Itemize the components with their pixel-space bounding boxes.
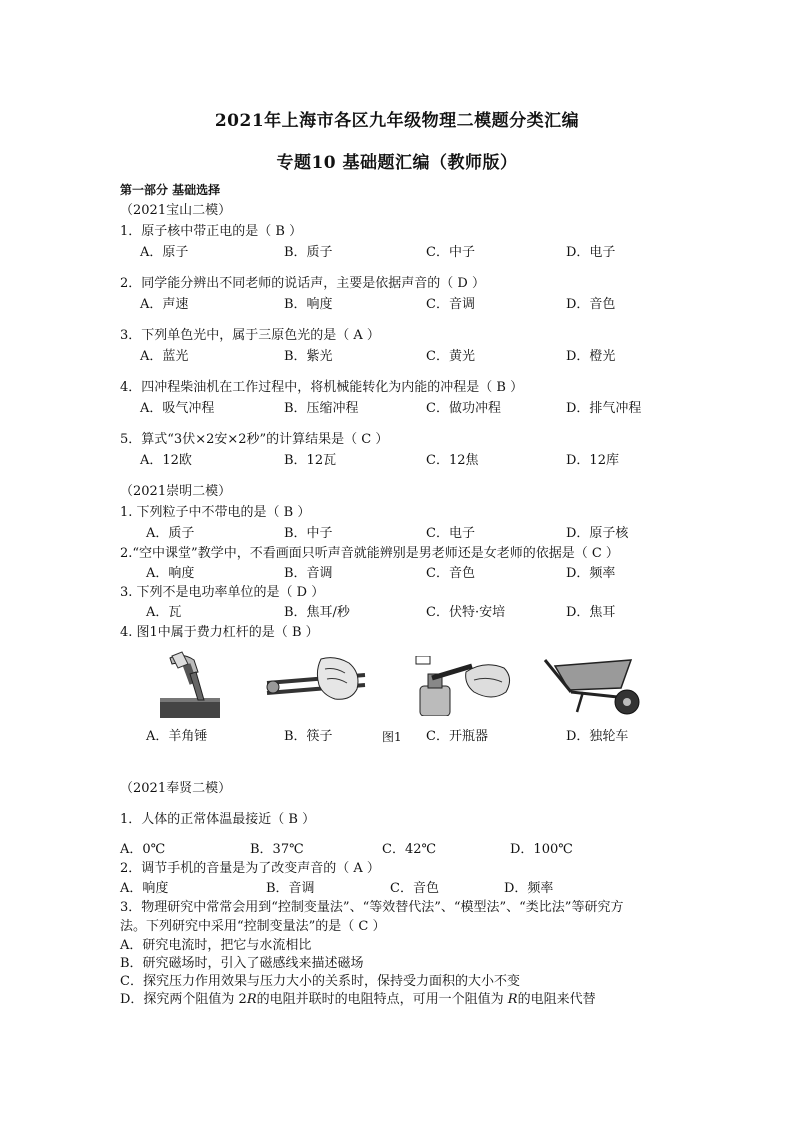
option-line: C．探究压力作用效果与压力大小的关系时，保持受力面积的大小不变 [120, 974, 520, 989]
option: B．12瓦 [284, 453, 337, 468]
question-options [140, 349, 660, 365]
option: B．焦耳/秒 [284, 605, 350, 620]
bottle-opener-image [412, 656, 514, 716]
question-text: 3．物理研究中常常会用到“控制变量法”、“等效替代法”、“模型法”、“类比法”等研究方 [120, 900, 624, 915]
option: A．吸气冲程 [140, 401, 215, 416]
option: D．音色 [566, 297, 616, 312]
option-text: 的电阻来代替 [517, 992, 596, 1007]
question-text: 2．调节手机的音量是为了改变声音的（ A ） [120, 861, 380, 876]
question-options [146, 526, 666, 542]
option: A．响度 [146, 566, 195, 581]
option: B．音调 [284, 566, 333, 581]
option: C．音色 [390, 881, 439, 896]
option: B．37℃ [250, 842, 304, 857]
claw-hammer-image [160, 650, 220, 718]
question-text: 3. 下列不是电功率单位的是（ D ） [120, 585, 325, 600]
question-text: 1．原子核中带正电的是（ B ） [120, 224, 303, 239]
option-line [120, 992, 596, 1008]
option: A．原子 [140, 245, 189, 260]
question-options [140, 297, 660, 313]
question-options [120, 881, 640, 897]
question-text: 法。下列研究中采用“控制变量法”的是（ C ） [120, 919, 386, 934]
option: C．12焦 [426, 453, 479, 468]
question-text: 2.“空中课堂”教学中，不看画面只听声音就能辨别是男老师还是女老师的依据是（ C ） [120, 546, 619, 561]
option: D．排气冲程 [566, 401, 642, 416]
question-text: 1. 下列粒子中不带电的是（ B ） [120, 505, 311, 520]
option: C．音色 [426, 566, 475, 581]
option: D．12库 [566, 453, 619, 468]
option: D．橙光 [566, 349, 616, 364]
question-options [140, 401, 660, 417]
option: B．筷子 [284, 729, 333, 744]
option: C．伏特·安培 [426, 605, 506, 620]
question-text: 5．算式“3伏×2安×2秒”的计算结果是（ C ） [120, 432, 389, 447]
option: B．质子 [284, 245, 333, 260]
option-line: A．研究电流时，把它与水流相比 [120, 938, 312, 953]
option: B．紫光 [284, 349, 333, 364]
option: C．电子 [426, 526, 475, 541]
option-text: D．探究两个阻值为 2 [120, 992, 247, 1007]
option: D．焦耳 [566, 605, 616, 620]
document-subtitle: 专题10 基础题汇编（教师版） [276, 153, 518, 173]
figure-caption: 图1 [382, 730, 402, 744]
option: D．100℃ [510, 842, 573, 857]
question-options [146, 605, 666, 621]
option: C．42℃ [382, 842, 437, 857]
option: D．电子 [566, 245, 616, 260]
question-text: 4. 图1中属于费力杠杆的是（ B ） [120, 625, 319, 640]
option: B．中子 [284, 526, 333, 541]
question-text: 1．人体的正常体温最接近（ B ） [120, 812, 316, 827]
option-text: 的电阻并联时的电阻特点，可用一个阻值为 [256, 992, 508, 1007]
document-title: 2021年上海市各区九年级物理二模题分类汇编 [214, 111, 580, 131]
variable-r: R [507, 992, 518, 1007]
option: B．响度 [284, 297, 333, 312]
question-text: 2．同学能分辨出不同老师的说话声，主要是依据声音的（ D ） [120, 276, 485, 291]
option: A．蓝光 [140, 349, 189, 364]
option: C．黄光 [426, 349, 475, 364]
question-options [146, 729, 666, 745]
option: A．瓦 [146, 605, 182, 620]
section-label: （2021崇明二模） [120, 484, 232, 499]
section-label: （2021宝山二模） [120, 203, 232, 218]
option: A．0℃ [120, 842, 166, 857]
question-options [140, 245, 660, 261]
option: D．频率 [504, 881, 554, 896]
option: D．频率 [566, 566, 616, 581]
option: C．音调 [426, 297, 475, 312]
option: B．音调 [266, 881, 315, 896]
option: B．压缩冲程 [284, 401, 359, 416]
option: A．12欧 [140, 453, 192, 468]
part-heading: 第一部分 基础选择 [120, 183, 221, 197]
option: A．声速 [140, 297, 189, 312]
option: A．响度 [120, 881, 169, 896]
variable-r: R [246, 992, 257, 1007]
section-label: （2021奉贤二模） [120, 781, 232, 796]
option: C．中子 [426, 245, 475, 260]
option: A．羊角锤 [146, 729, 208, 744]
option: D．独轮车 [566, 729, 629, 744]
option: C．做功冲程 [426, 401, 501, 416]
option-line: B．研究磁场时，引入了磁感线来描述磁场 [120, 956, 364, 971]
question-text: 3．下列单色光中，属于三原色光的是（ A ） [120, 328, 380, 343]
question-text: 4．四冲程柴油机在工作过程中，将机械能转化为内能的冲程是（ B ） [120, 380, 524, 395]
option: A．质子 [146, 526, 195, 541]
chopsticks-image [265, 655, 367, 703]
wheelbarrow-image [543, 654, 647, 716]
question-options [140, 453, 660, 469]
question-options [120, 842, 640, 858]
question-options [146, 566, 666, 582]
option: C．开瓶器 [426, 729, 488, 744]
option: D．原子核 [566, 526, 629, 541]
